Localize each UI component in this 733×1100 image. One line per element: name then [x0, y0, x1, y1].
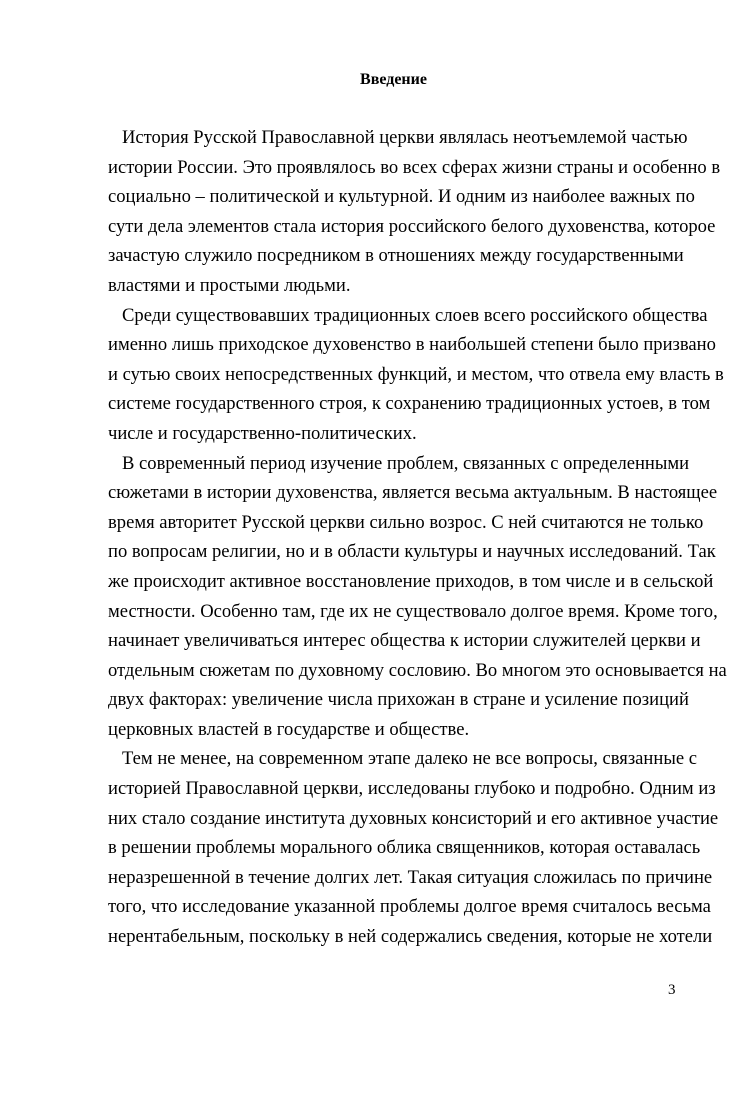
page-title: Введение [360, 71, 427, 88]
text-line: в решении проблемы морального облика священников, которая оставалась [108, 837, 701, 859]
text-line: начинает увеличиваться интерес общества к истории служителей церкви и [108, 630, 701, 652]
paragraph [108, 301, 724, 449]
text-line: нерентабельным, поскольку в ней содержались сведения, которые не хотели [108, 926, 713, 948]
text-line: Среди существовавших традиционных слоев всего российского общества [122, 304, 708, 326]
text-line: властями и простыми людьми. [108, 274, 351, 296]
paragraph [108, 123, 721, 301]
text-line: время авторитет Русской церкви сильно возрос. С ней считаются не только [108, 511, 704, 533]
text-line: историей Православной церкви, исследованы глубоко и подробно. Одним из [108, 778, 716, 800]
text-line: них стало создание института духовных консисторий и его активное участие [108, 807, 719, 829]
text-line: же происходит активное восстановление приходов, в том числе и в сельской [108, 570, 714, 592]
text-line: отдельным сюжетам по духовному сословию. Во многом это основывается на [108, 659, 727, 681]
text-line: двух факторах: увеличение числа прихожан в стране и усиление позиций [108, 689, 689, 711]
text-line: по вопросам религии, но и в области культуры и научных исследований. Так [108, 541, 716, 563]
text-line: церковных властей в государстве и обществе. [108, 718, 470, 740]
text-line: истории России. Это проявлялось во всех сферах жизни страны и особенно в [108, 156, 721, 178]
text-line: и сутью своих непосредственных функций, и местом, что отвела ему власть в [108, 363, 724, 385]
text-line: социально – политической и культурной. И одним из наиболее важных по [108, 186, 695, 208]
text-line: именно лишь приходское духовенство в наибольшей степени было призвано [108, 334, 716, 356]
text-line: В современный период изучение проблем, связанных с определенными [122, 452, 690, 474]
text-line: местности. Особенно там, где их не существовало долгое время. Кроме того, [108, 600, 718, 622]
text-line: числе и государственно-политических. [108, 422, 417, 444]
text-line: Тем не менее, на современном этапе далеко не все вопросы, связанные с [122, 748, 697, 770]
text-line: зачастую служило посредником в отношениях между государственными [108, 245, 684, 267]
text-line: системе государственного строя, к сохранению традиционных устоев, в том [108, 393, 711, 415]
text-line: того, что исследование указанной проблемы долгое время считалось весьма [108, 896, 711, 918]
text-line: неразрешенной в течение долгих лет. Такая ситуация сложилась по причине [108, 866, 713, 888]
text-line: сути дела элементов стала история российского белого духовенства, которое [108, 215, 716, 237]
page-number: 3 [668, 982, 676, 998]
text-line: сюжетами в истории духовенства, является весьма актуальным. В настоящее [108, 482, 718, 504]
body-text [108, 123, 727, 952]
paragraph [108, 744, 719, 951]
paragraph [108, 449, 727, 745]
text-line: История Русской Православной церкви являлась неотъемлемой частью [122, 127, 688, 148]
